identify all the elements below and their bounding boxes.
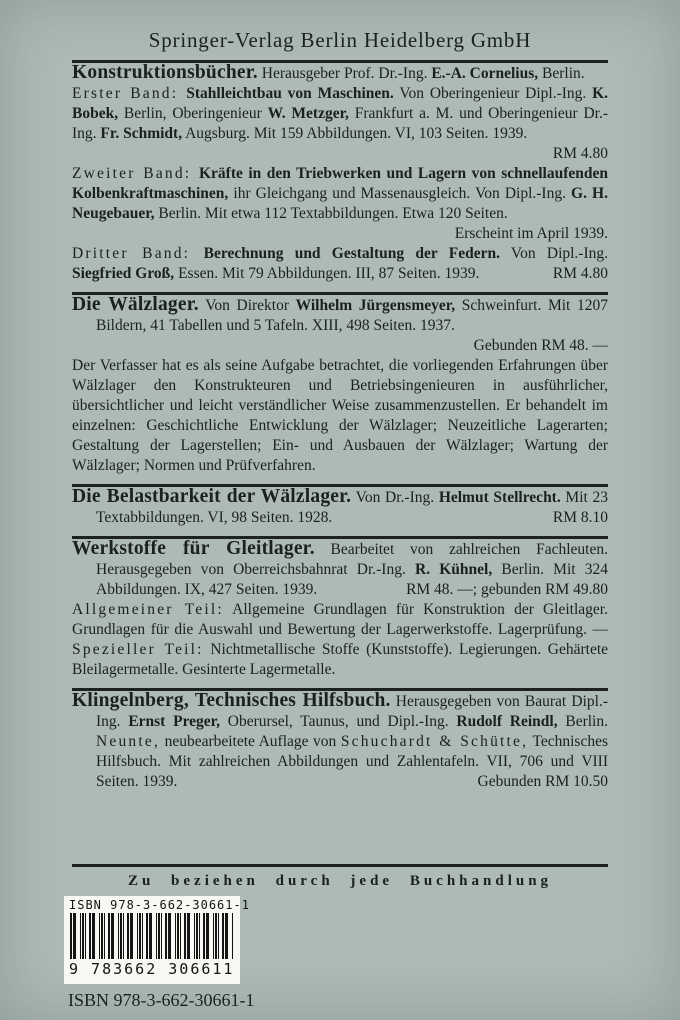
publisher-name: Springer-Verlag Berlin Heidelberg GmbH	[148, 28, 532, 52]
entry-waelzlager-price: Gebunden RM 48. —	[473, 337, 608, 354]
isbn-text: ISBN 978-3-662-30661-1	[68, 990, 255, 1010]
barcode	[64, 896, 250, 984]
entry-klingelnberg-heading: Gebunden RM 10.50 Klingelnberg, Technisches Hilfsbuch. Herausgegeben von Baurat Dipl.-Ing. Ernst Preger, Oberursel, Taunus, und Dipl.-Ing. Rudolf Reindl, Berlin. Neunte, neubearbeitete Auflage von Schuchardt & Schütte, Technisches Hilfsbuch. Mit zahlreichen Abbildungen und Zahlentafeln. VII, 706 und VIII Seiten. 1939.	[72, 690, 608, 790]
series-heading-konstruktionsbuecher: Konstruktionsbücher. Herausgeber Prof. Dr.-Ing. E.-A. Cornelius, Berlin.	[72, 62, 585, 83]
entry-belastbarkeit-heading: RM 8.10 Die Belastbarkeit der Wälzlager. Von Dr.-Ing. Helmut Stellrecht. Mit 23 Textabbildungen. VI, 98 Seiten. 1928.	[72, 486, 608, 526]
entry-band1-price: RM 4.80	[552, 145, 608, 162]
footer	[0, 864, 680, 1020]
barcode-bars-icon	[70, 913, 234, 959]
entry-waelzlager-description: Der Verfasser hat es als seine Aufgabe betrachtet, die vorliegenden Erfahrungen über Wälzlager den Konstrukteuren und Betriebsingenieuren in ausführlicher, übersichtlicher und leicht verständlicher Weise zusammenzustellen. Er behandelt im einzelnen: Geschichtliche Entwicklung der Wälzlager; Neuzeitliche Lagerarten; Gestaltung der Lagerstellen; Ein- und Ausbauen der Wälzlager; Wartung der Wälzlager; Normen und Prüfverfahren.	[72, 357, 608, 474]
entry-waelzlager-heading: Die Wälzlager. Von Direktor Wilhelm Jürgensmeyer, Schweinfurt. Mit 1207 Bildern, 41 Tabellen und 5 Tafeln. XIII, 498 Seiten. 1937.	[72, 294, 608, 334]
entry-band3: RM 4.80 Dritter Band: Berechnung und Gestaltung der Federn. Von Dipl.-Ing. Siegfried Groß, Essen. Mit 79 Abbildungen. III, 87 Seiten. 1939.	[72, 245, 609, 282]
entry-band1: Erster Band: Stahlleichtbau von Maschinen. Von Oberingenieur Dipl.-Ing. K. Bobek, Berlin, Oberingenieur W. Metzger, Frankfurt a. M. und Oberingenieur Dr.-Ing. Fr. Schmidt, Augsburg. Mit 159 Abbildungen. VI, 103 Seiten. 1939.	[72, 85, 609, 142]
entry-band2-note: Erscheint im April 1939.	[454, 225, 608, 242]
entry-band3-price: RM 4.80	[552, 265, 608, 282]
entry-belastbarkeit-price: RM 8.10	[552, 509, 608, 526]
entry-werkstoffe-price: RM 48. —; gebunden RM 49.80	[406, 581, 608, 598]
entry-band2: Zweiter Band: Kräfte in den Triebwerken und Lagern von schnellaufenden Kolbenkraftmaschinen, ihr Gleichgang und Massenausgleich. Von Dipl.-Ing. G. H. Neugebauer, Berlin. Mit etwa 112 Textabbildungen. Etwa 120 Seiten.	[72, 165, 608, 222]
divider-bottom	[72, 864, 608, 867]
catalog-content	[72, 63, 608, 792]
entry-werkstoffe-heading: RM 48. —; gebunden RM 49.80 Werkstoffe für Gleitlager. Bearbeitet von zahlreichen Fachleuten. Herausgegeben von Oberreichsbahnrat Dr.-Ing. R. Kühnel, Berlin. Mit 324 Abbildungen. IX, 427 Seiten. 1939.	[72, 538, 608, 598]
order-note: Zu beziehen durch jede Buchhandlung	[127, 873, 553, 889]
barcode-digits: 9 783662 306611	[69, 960, 235, 978]
barcode-isbn-label: ISBN 978-3-662-30661-1	[69, 898, 250, 912]
entry-klingelnberg-price: Gebunden RM 10.50	[477, 773, 608, 790]
entry-werkstoffe-contents: Allgemeiner Teil: Allgemeine Grundlagen für Konstruktion der Gleitlager. Grundlagen für die Auswahl und Bewertung der Lagerwerkstoffe. Lagerprüfung. — Spezieller Teil: Nichtmetallische Stoffe (Kunststoffe). Legierungen. Gehärtete Bleilagermetalle. Gesinterte Lagermetalle.	[72, 601, 609, 678]
